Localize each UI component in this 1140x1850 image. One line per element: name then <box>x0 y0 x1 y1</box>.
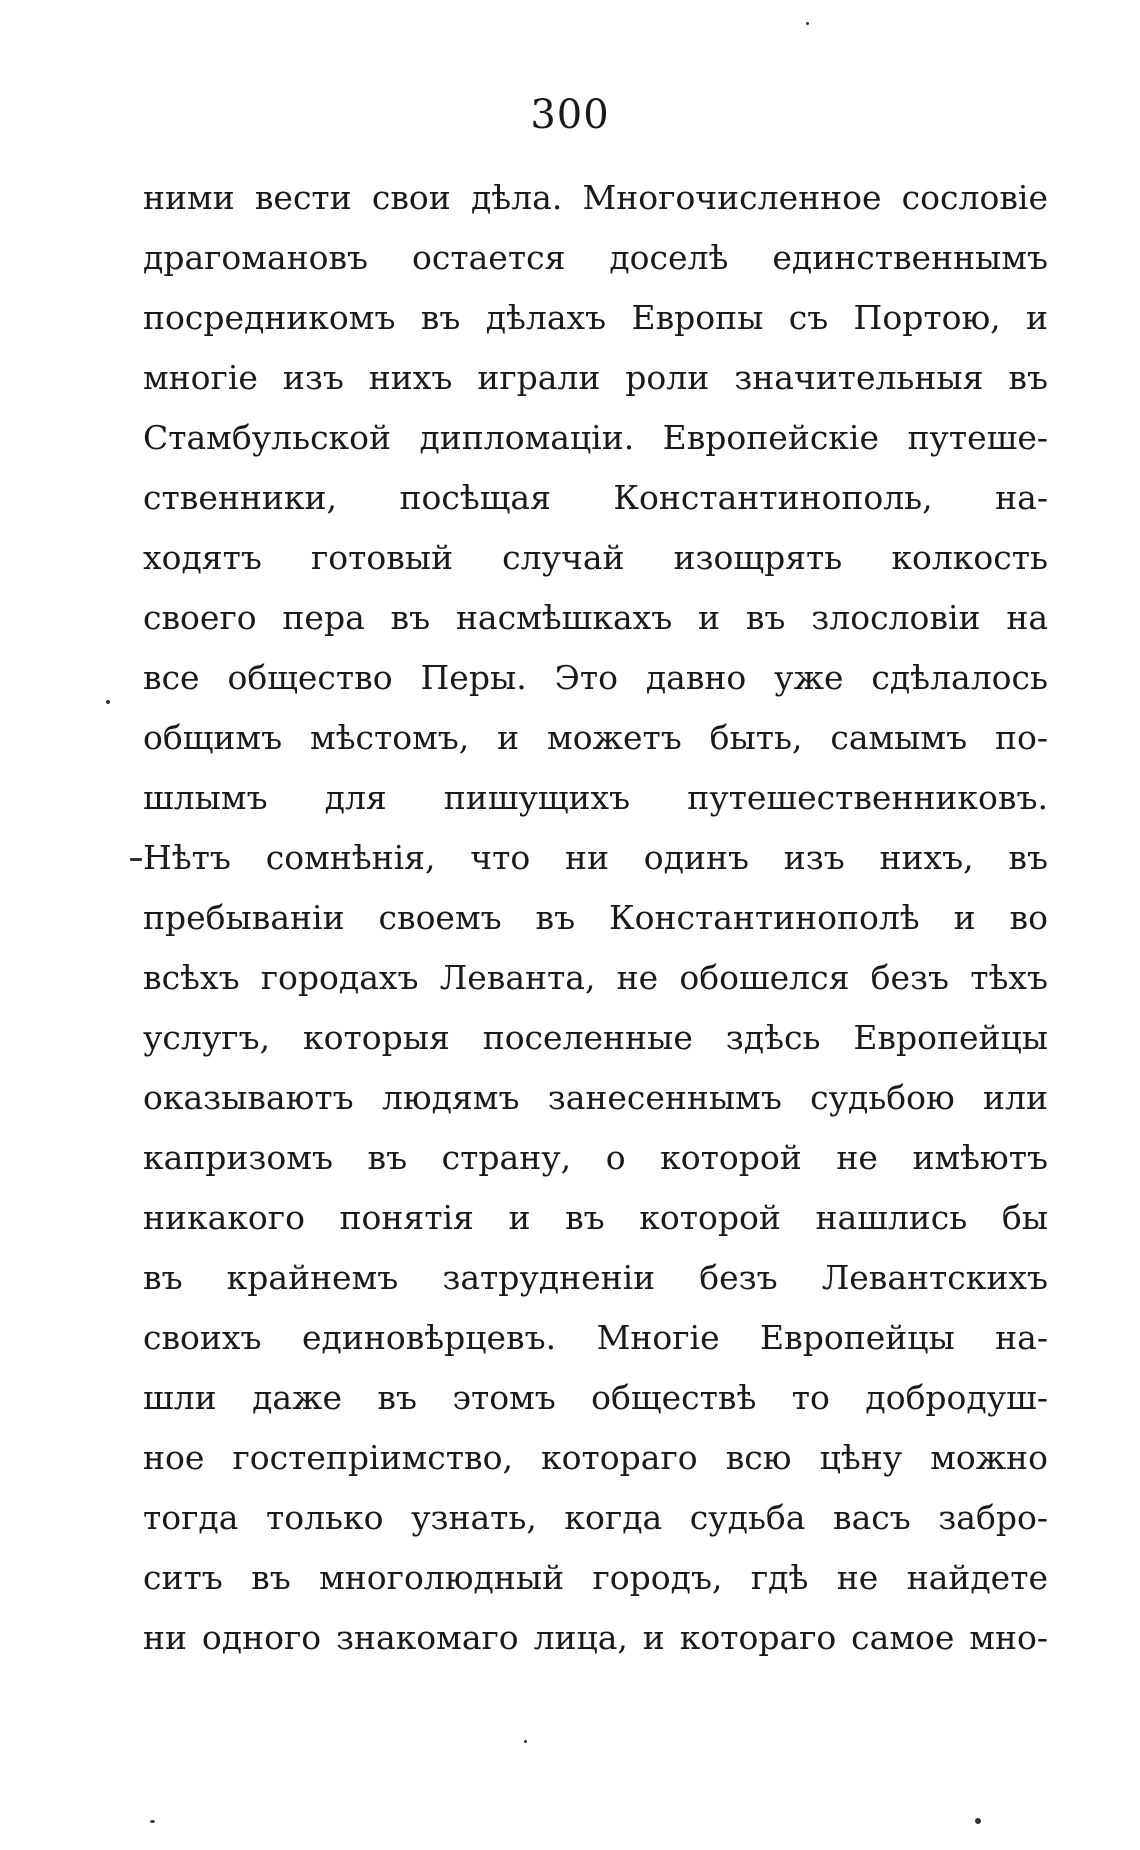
scan-speck <box>524 1740 527 1743</box>
scan-speck <box>975 1818 981 1824</box>
text-line: всѣхъ городахъ Леванта, не обошелся безъ тѣхъ <box>143 958 1048 997</box>
text-line: ходятъ готовый случай изощрять колкость <box>143 538 1048 577</box>
scan-speck <box>150 1820 155 1823</box>
text-line: многіе изъ нихъ играли роли значительныя въ <box>143 358 1048 397</box>
text-line: ситъ въ многолюдный городъ, гдѣ не найдете <box>143 1558 1048 1597</box>
text-line: капризомъ въ страну, о которой не имѣютъ <box>143 1138 1048 1177</box>
text-line: шлымъ для пишущихъ путешественниковъ. <box>143 778 1048 817</box>
text-line: ственники, посѣщая Константинополь, на- <box>143 478 1048 517</box>
text-line: ное гостепріимство, котораго всю цѣну можно <box>143 1438 1048 1477</box>
scan-speck <box>130 858 142 861</box>
text-line: Нѣтъ сомнѣнія, что ни одинъ изъ нихъ, въ <box>143 838 1048 877</box>
text-line: драгомановъ остается доселѣ единственнымъ <box>143 238 1048 277</box>
text-line: своего пера въ насмѣшкахъ и въ злословіи на <box>143 598 1048 637</box>
text-line: тогда только узнать, когда судьба васъ забро- <box>143 1498 1048 1537</box>
text-line: Стамбульской дипломаціи. Европейскіе путеше- <box>143 418 1048 457</box>
text-line: ни одного знакомаго лица, и котораго самое мно- <box>143 1618 1048 1657</box>
text-line: ними вести свои дѣла. Многочисленное сословіе <box>143 178 1048 217</box>
text-line: посредникомъ въ дѣлахъ Европы съ Портою, и <box>143 298 1048 337</box>
text-line: все общество Перы. Это давно уже сдѣлалось <box>143 658 1048 697</box>
text-line: въ крайнемъ затрудненіи безъ Левантскихъ <box>143 1258 1048 1297</box>
scan-speck <box>106 700 110 704</box>
text-line: услугъ, которыя поселенные здѣсь Европейцы <box>143 1018 1048 1057</box>
text-line: шли даже въ этомъ обществѣ то добродуш- <box>143 1378 1048 1417</box>
text-line: пребываніи своемъ въ Константинополѣ и во <box>143 898 1048 937</box>
page-number: 300 <box>530 92 610 138</box>
text-line: оказываютъ людямъ занесеннымъ судьбою или <box>143 1078 1048 1117</box>
text-line: никакого понятія и въ которой нашлись бы <box>143 1198 1048 1237</box>
text-line: своихъ единовѣрцевъ. Многіе Европейцы на- <box>143 1318 1048 1357</box>
scan-speck <box>806 22 809 25</box>
text-line: общимъ мѣстомъ, и можетъ быть, самымъ по- <box>143 718 1048 757</box>
body-text <box>143 168 1048 1668</box>
